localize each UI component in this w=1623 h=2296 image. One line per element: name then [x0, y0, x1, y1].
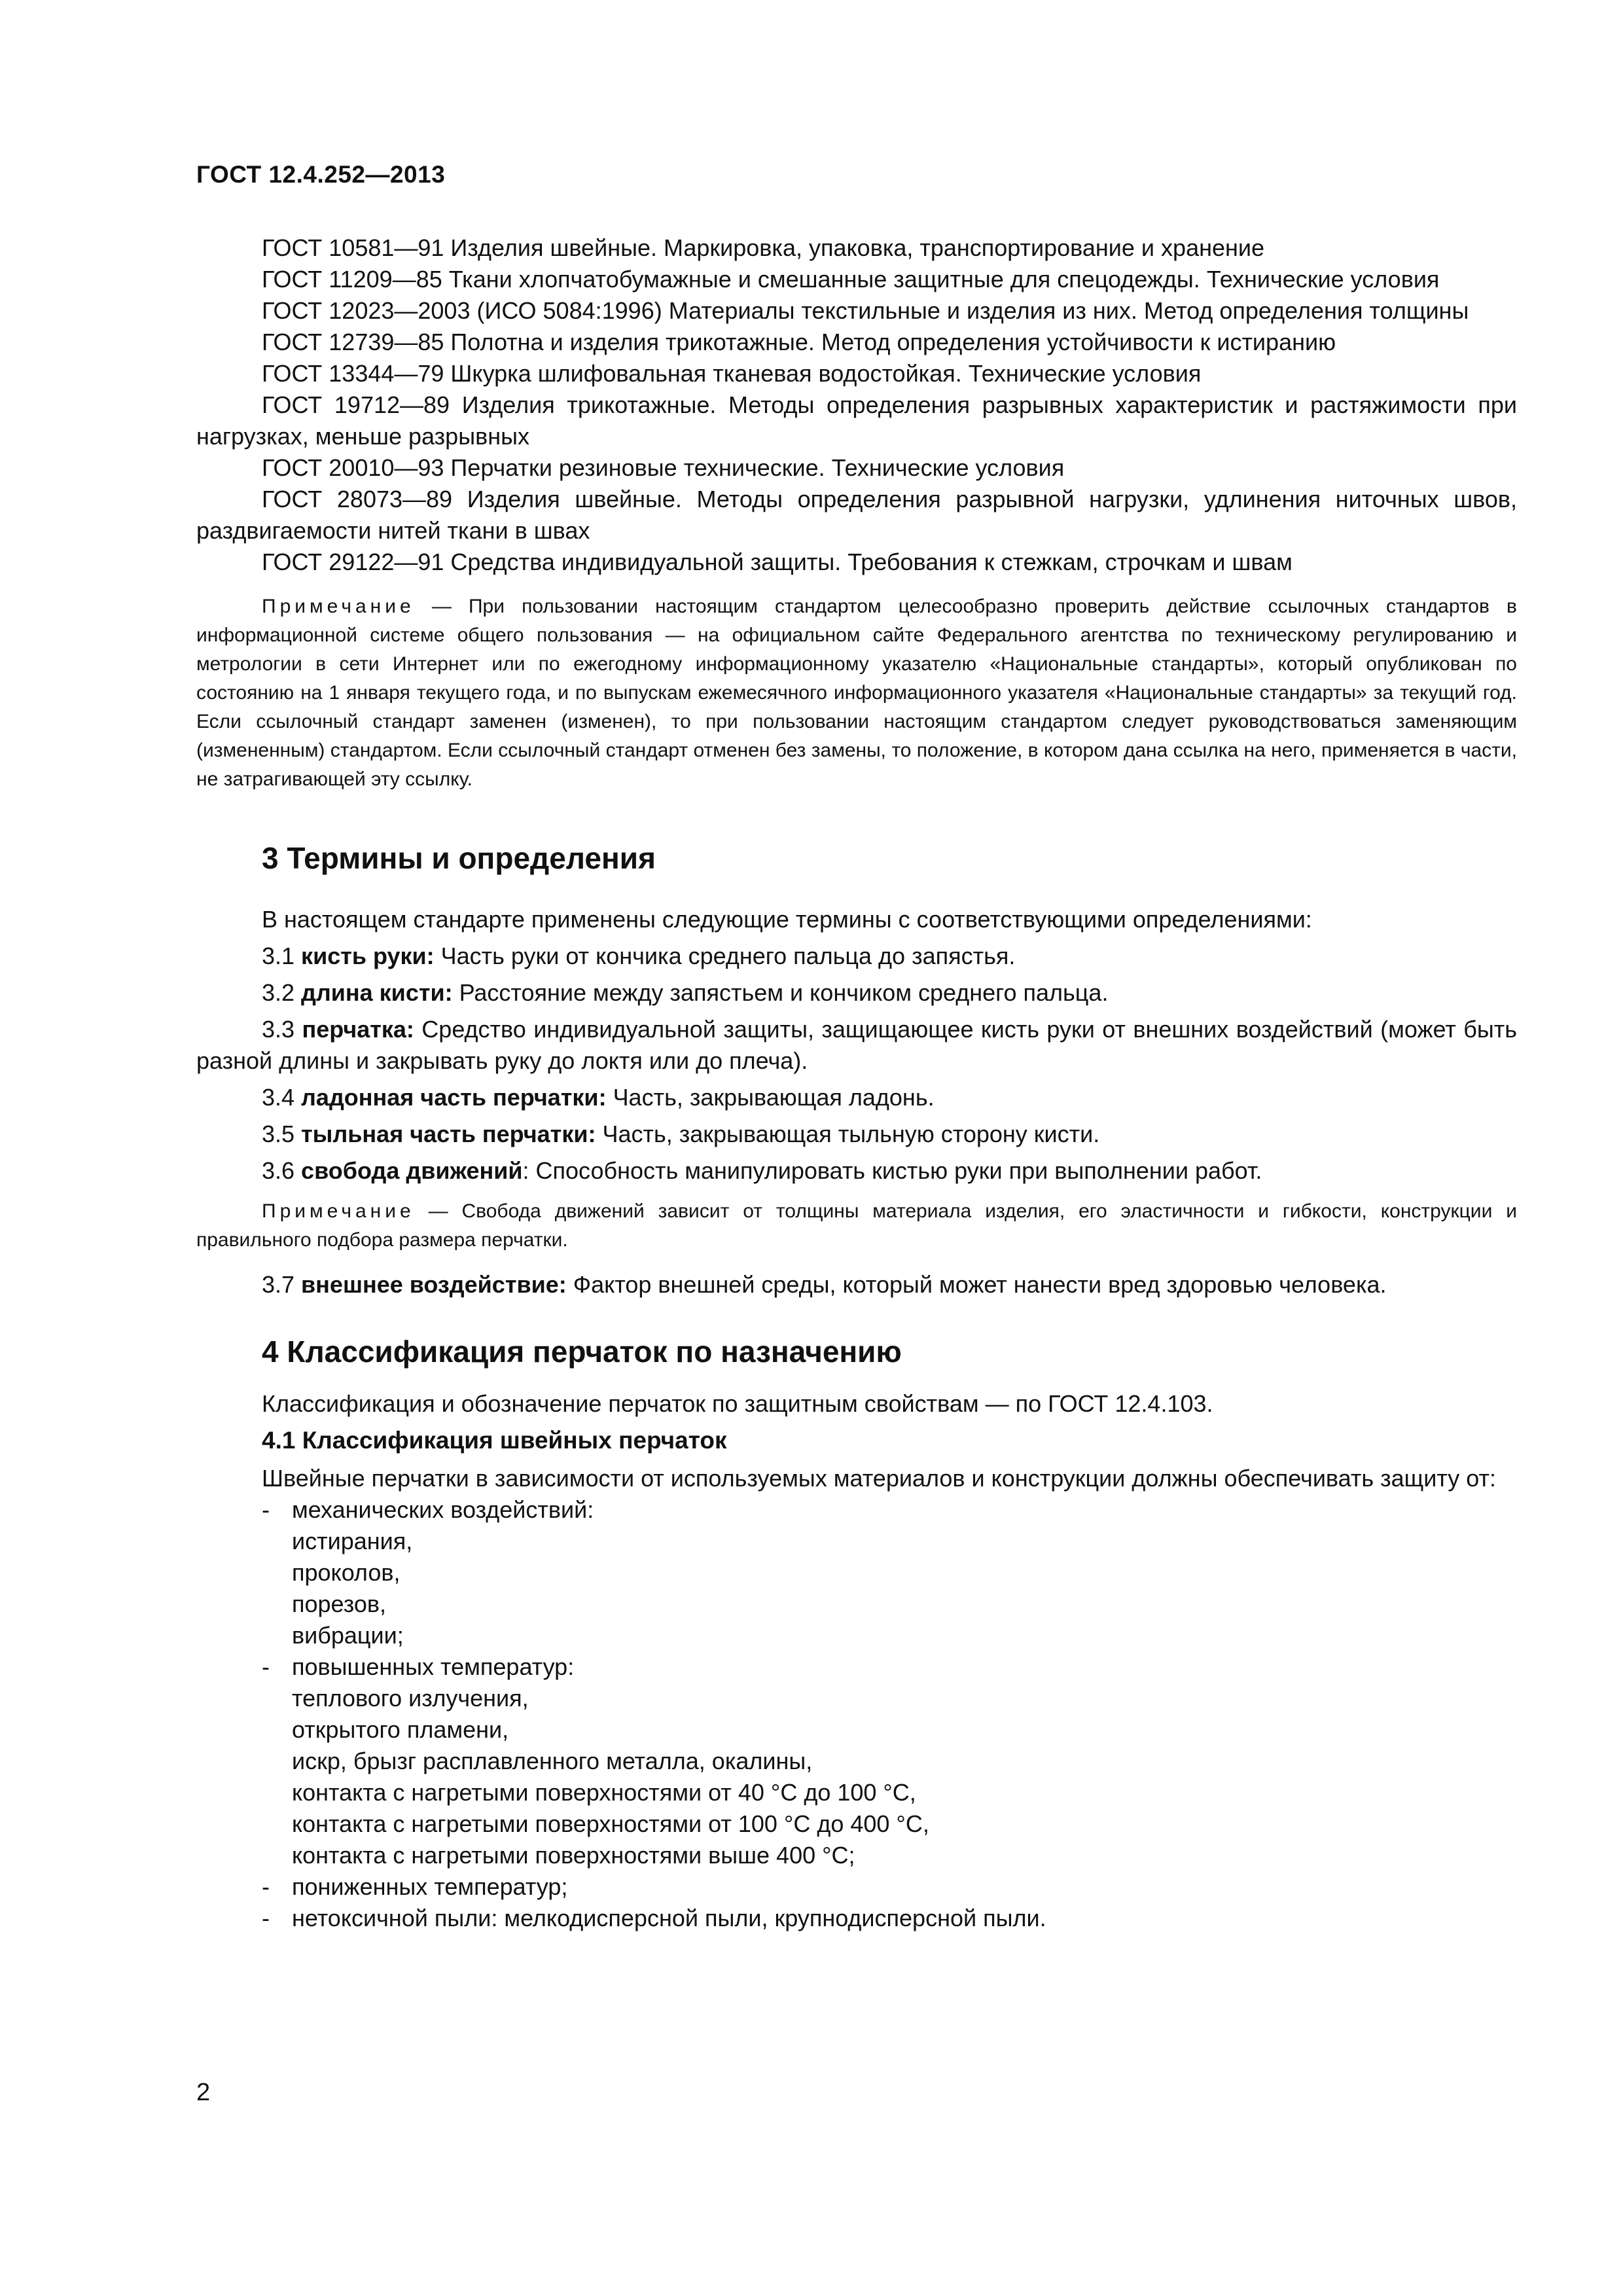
group-title: повышенных температур: — [292, 1653, 575, 1680]
term-note — [196, 1197, 1517, 1255]
list-item: открытого пламени, — [292, 1716, 509, 1743]
protection-list — [196, 1494, 1517, 1934]
term-name: свобода движений — [301, 1157, 523, 1184]
term-number: 3.4 — [262, 1084, 302, 1111]
term-definition: Фактор внешней среды, который может нанести вред здоровью человека. — [566, 1271, 1387, 1298]
term-number: 3.5 — [262, 1121, 302, 1147]
protection-group — [262, 1903, 1517, 1934]
term-definition: Часть, закрывающая тыльную сторону кисти. — [596, 1121, 1100, 1147]
note-text: — Свобода движений зависит от толщины материала изделия, его эластичности и гибкости, конструкции и правильного подбора размера перчатки. — [196, 1200, 1517, 1251]
terms-intro: В настоящем стандарте применены следующие термины с соответствующими определениями: — [262, 906, 1312, 933]
reference-item: ГОСТ 13344—79 Шкурка шлифовальная тканевая водостойкая. Технические условия — [262, 360, 1202, 387]
protection-group — [262, 1494, 1517, 1651]
list-item: проколов, — [292, 1559, 401, 1586]
list-item: искр, брызг расплавленного металла, окалины, — [292, 1748, 813, 1774]
term-name: ладонная часть перчатки: — [301, 1084, 607, 1111]
term-item — [196, 1119, 1517, 1150]
terms-section — [196, 904, 1517, 1300]
reference-item: ГОСТ 11209—85 Ткани хлопчатобумажные и смешанные защитные для спецодежды. Технические условия — [262, 266, 1440, 293]
reference-item: ГОСТ 12739—85 Полотна и изделия трикотажные. Метод определения устойчивости к истиранию — [262, 329, 1336, 355]
group-title: нетоксичной пыли: мелкодисперсной пыли, крупнодисперсной пыли. — [292, 1905, 1046, 1931]
reference-item: ГОСТ 29122—91 Средства индивидуальной защиты. Требования к стежкам, строчкам и швам — [262, 548, 1293, 575]
section-3-heading: 3 Термины и определения — [262, 841, 656, 875]
term-item — [196, 1082, 1517, 1113]
term-definition: Расстояние между запястьем и кончиком среднего пальца. — [452, 979, 1109, 1006]
term-definition: Часть руки от кончика среднего пальца до запястья. — [434, 942, 1016, 969]
note-text: — При пользовании настоящим стандартом целесообразно проверить действие ссылочных стандартов в информационной системе общего пользования — на официальном сайте Федерального агентства по техническому регулированию и метрологии в сети Интернет или по ежегодному информационному указателю «Национальные стандарты», который опубликован по состоянию на 1 января текущего года, и по выпускам ежемесячного информационного указателя «Национальные стандарты» за текущий год. Если ссылочный стандарт заменен (изменен), то при пользовании настоящим стандартом следует руководствоваться заменяющим (измененным) стандартом. Если ссылочный стандарт отменен без замены, то положение, в котором дана ссылка на него, применяется в части, не затрагивающей эту ссылку. — [196, 596, 1517, 790]
term-name: перчатка: — [302, 1016, 414, 1043]
term-item — [196, 1155, 1517, 1187]
term-definition: Часть, закрывающая ладонь. — [606, 1084, 935, 1111]
section-4-heading: 4 Классификация перчаток по назначению — [262, 1335, 902, 1369]
list-item: истирания, — [292, 1528, 413, 1554]
group-title: механических воздействий: — [292, 1496, 594, 1523]
note-label: Примечание — [262, 596, 415, 617]
term-item — [196, 977, 1517, 1009]
list-item: порезов, — [292, 1590, 387, 1617]
normative-references-list — [196, 232, 1517, 578]
reference-item: ГОСТ 20010—93 Перчатки резиновые технические. Технические условия — [262, 454, 1065, 481]
document-header: ГОСТ 12.4.252—2013 — [196, 161, 446, 188]
reference-item: ГОСТ 12023—2003 (ИСО 5084:1996) Материалы текстильные и изделия из них. Метод определения толщины — [262, 297, 1469, 324]
references-note — [196, 592, 1517, 794]
term-number: 3.2 — [262, 979, 302, 1006]
group-items — [292, 1683, 1517, 1871]
subsection-4-1-heading: 4.1 Классификация швейных перчаток — [262, 1427, 727, 1454]
section-4-intro: Классификация и обозначение перчаток по защитным свойствам — по ГОСТ 12.4.103. — [262, 1390, 1213, 1417]
term-item — [196, 941, 1517, 972]
term-name: внешнее воздействие: — [301, 1271, 567, 1298]
subsection-4-1-intro: Швейные перчатки в зависимости от используемых материалов и конструкции должны обеспечивать защиту от: — [262, 1465, 1496, 1492]
protection-group — [262, 1871, 1517, 1903]
list-item: вибрации; — [292, 1622, 404, 1649]
group-title: пониженных температур; — [292, 1873, 568, 1900]
term-name: тыльная часть перчатки: — [301, 1121, 596, 1147]
term-number: 3.3 — [262, 1016, 302, 1043]
term-definition: Средство индивидуальной защиты, защищающее кисть руки от внешних воздействий (может быть разной длины и закрывать руку до локтя или до плеча). — [196, 1016, 1518, 1074]
term-definition: : Способность манипулировать кистью руки при выполнении работ. — [522, 1157, 1262, 1184]
reference-item: ГОСТ 10581—91 Изделия швейные. Маркировка, упаковка, транспортирование и хранение — [262, 234, 1265, 261]
term-item — [196, 1014, 1517, 1077]
term-number: 3.6 — [262, 1157, 302, 1184]
term-number: 3.1 — [262, 942, 302, 969]
list-item: контакта с нагретыми поверхностями от 40 °С до 100 °С, — [292, 1779, 916, 1806]
term-number: 3.7 — [262, 1271, 302, 1298]
list-item: теплового излучения, — [292, 1685, 529, 1712]
term-name: длина кисти: — [301, 979, 453, 1006]
list-item: контакта с нагретыми поверхностями от 100 °С до 400 °С, — [292, 1810, 929, 1837]
list-item: контакта с нагретыми поверхностями выше 400 °С; — [292, 1842, 855, 1869]
reference-item: ГОСТ 19712—89 Изделия трикотажные. Методы определения разрывных характеристик и растяжимости при нагрузках, меньше разрывных — [196, 391, 1517, 450]
page-number: 2 — [196, 2079, 211, 2106]
term-item — [196, 1269, 1517, 1300]
reference-item: ГОСТ 28073—89 Изделия швейные. Методы определения разрывной нагрузки, удлинения ниточных швов, раздвигаемости нитей ткани в швах — [196, 486, 1517, 544]
protection-group — [262, 1651, 1517, 1871]
page-content — [196, 232, 1517, 1934]
group-items — [292, 1526, 1517, 1651]
term-name: кисть руки: — [301, 942, 435, 969]
note-label: Примечание — [262, 1200, 415, 1222]
